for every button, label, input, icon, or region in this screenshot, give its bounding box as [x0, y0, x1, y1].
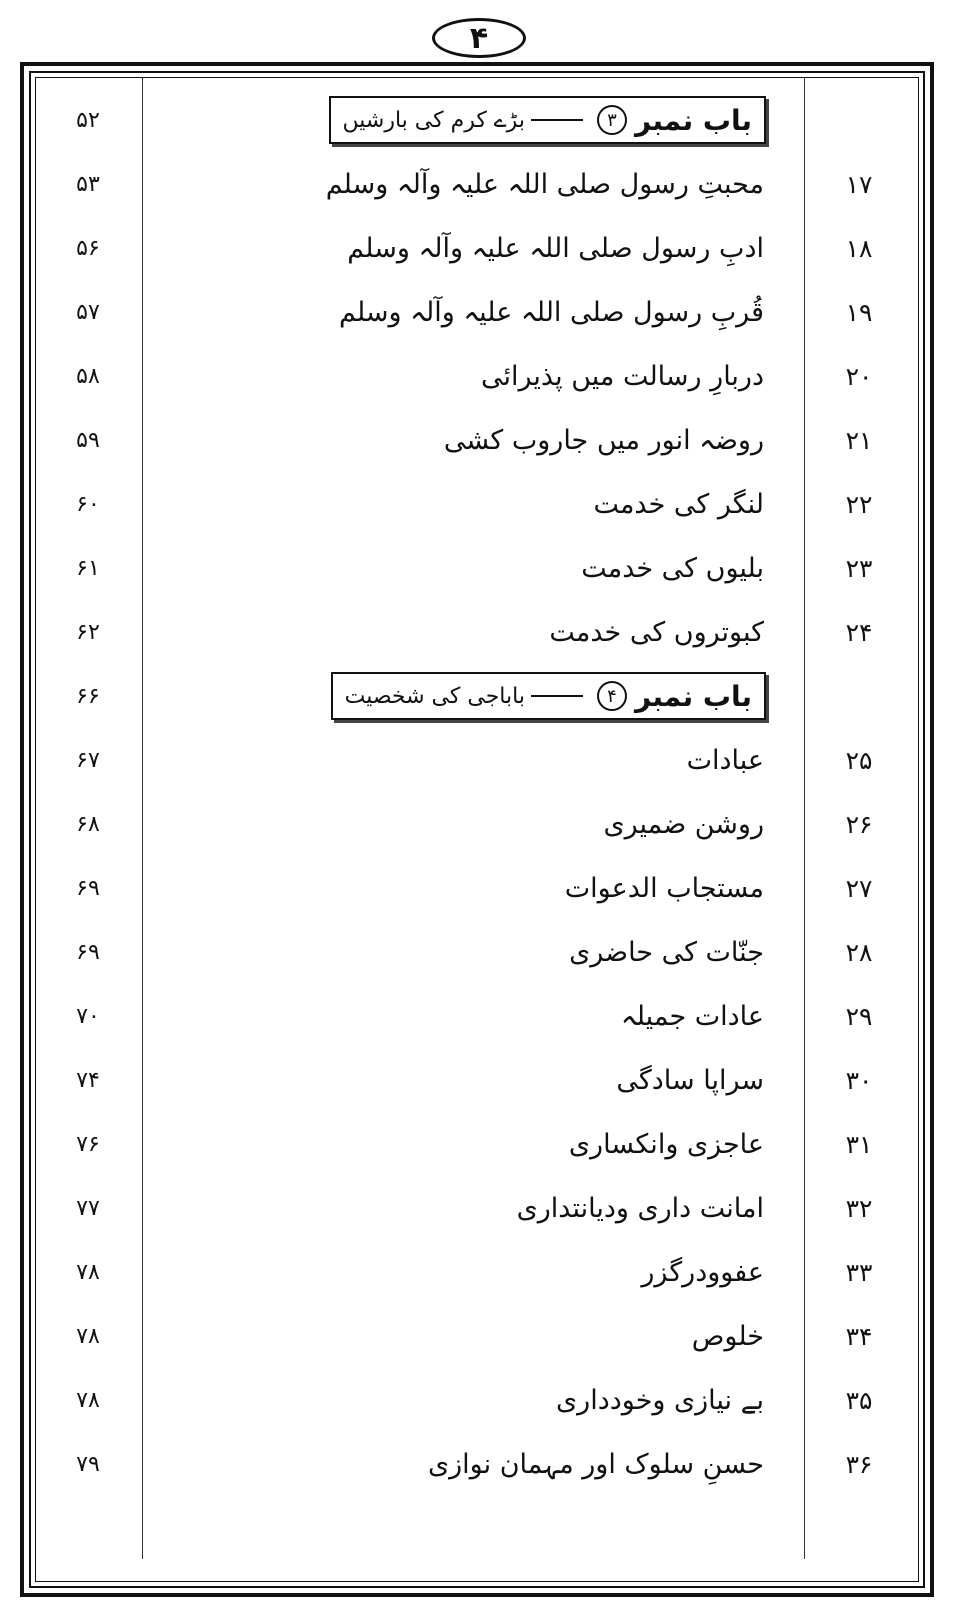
entry-number: ۳۵ — [845, 1385, 873, 1415]
entry-title: کبوتروں کی خدمت — [549, 616, 764, 648]
table-row — [0, 1050, 960, 1110]
entry-title: لنگر کی خدمت — [593, 488, 764, 520]
table-row — [0, 794, 960, 854]
chapter-subtitle: بڑے کرم کی بارشیں — [342, 107, 525, 133]
page-ref: ۷۸ — [76, 1387, 100, 1413]
page-ref: ۶۲ — [76, 619, 100, 645]
table-row — [0, 474, 960, 534]
page-ref: ۷۸ — [76, 1323, 100, 1349]
page-ref: ۷۰ — [76, 1003, 100, 1029]
page-ref: ۶۹ — [76, 939, 100, 965]
entry-number: ۱۹ — [845, 297, 873, 327]
page-ref: ۶۰ — [76, 491, 100, 517]
page-number: ۴ — [469, 20, 489, 56]
entry-number: ۲۱ — [845, 425, 873, 455]
entry-number: ۱۸ — [845, 233, 873, 263]
page-ref: ۷۷ — [76, 1195, 100, 1221]
entry-title: محبتِ رسول صلی اللہ علیہ وآلہ وسلم — [325, 168, 764, 200]
table-row — [0, 538, 960, 598]
entry-number: ۲۷ — [845, 873, 873, 903]
entry-title: امانت داری ودیانتداری — [516, 1192, 764, 1224]
chapter-dash — [531, 119, 583, 121]
table-row — [0, 1178, 960, 1238]
entry-title: قُربِ رسول صلی اللہ علیہ وآلہ وسلم — [339, 296, 764, 328]
chapter-label: باب نمبر — [634, 679, 752, 713]
entry-title: سراپا سادگی — [616, 1064, 764, 1096]
chapter-number: ۴ — [597, 681, 627, 711]
entry-number: ۲۸ — [845, 937, 873, 967]
entry-number: ۲۹ — [845, 1001, 873, 1031]
entry-title: جنّات کی حاضری — [569, 936, 764, 968]
page-ref: ۵۹ — [76, 427, 100, 453]
entry-title: روشن ضمیری — [603, 808, 764, 840]
entry-title: حسنِ سلوک اور مہمان نوازی — [428, 1448, 764, 1480]
table-row — [0, 922, 960, 982]
entry-number: ۳۲ — [845, 1193, 873, 1223]
page-ref: ۷۴ — [76, 1067, 100, 1093]
entry-title: عفوودرگزر — [641, 1256, 764, 1288]
table-row — [0, 154, 960, 214]
table-row — [0, 282, 960, 342]
entry-title: عاجزی وانکساری — [568, 1128, 764, 1160]
entry-number: ۲۰ — [845, 361, 873, 391]
table-row — [0, 730, 960, 790]
page-number-badge — [432, 18, 526, 58]
entry-number: ۲۲ — [845, 489, 873, 519]
entry-title: بلیوں کی خدمت — [581, 552, 764, 584]
chapter-row — [0, 90, 960, 150]
table-row — [0, 410, 960, 470]
entry-number: ۲۴ — [845, 617, 873, 647]
entry-title: روضہ انور میں جاروب کشی — [443, 424, 764, 456]
page-ref: ۶۷ — [76, 747, 100, 773]
entry-number: ۲۶ — [845, 809, 873, 839]
page-ref: ۶۹ — [76, 875, 100, 901]
entry-number: ۱۷ — [845, 169, 873, 199]
page-ref: ۷۹ — [76, 1451, 100, 1477]
page-ref: ۵۳ — [76, 171, 100, 197]
chapter-dash — [531, 695, 583, 697]
chapter-row — [0, 666, 960, 726]
chapter-heading — [329, 96, 767, 144]
table-row — [0, 858, 960, 918]
table-row — [0, 602, 960, 662]
page-ref: ۵۲ — [76, 107, 100, 133]
table-row — [0, 1306, 960, 1366]
chapter-number: ۳ — [597, 105, 627, 135]
entry-title: دربارِ رسالت میں پذیرائی — [481, 360, 764, 392]
entry-title: بے نیازی وخودداری — [556, 1384, 764, 1416]
page-ref: ۷۶ — [76, 1131, 100, 1157]
entry-title: ادبِ رسول صلی اللہ علیہ وآلہ وسلم — [347, 232, 764, 264]
entry-title: مستجاب الدعوات — [564, 872, 764, 904]
chapter-heading — [331, 672, 766, 720]
page-ref: ۵۶ — [76, 235, 100, 261]
page-ref: ۶۶ — [76, 683, 100, 709]
chapter-subtitle: باباجی کی شخصیت — [344, 683, 525, 709]
entry-title: عبادات — [686, 744, 764, 776]
entry-number: ۳۱ — [845, 1129, 873, 1159]
entry-number: ۲۵ — [845, 745, 873, 775]
table-row — [0, 346, 960, 406]
table-row — [0, 218, 960, 278]
page-ref: ۵۸ — [76, 363, 100, 389]
page-ref: ۶۱ — [76, 555, 100, 581]
entry-number: ۲۳ — [845, 553, 873, 583]
entry-number: ۳۶ — [845, 1449, 873, 1479]
entry-number: ۳۳ — [845, 1257, 873, 1287]
table-row — [0, 1114, 960, 1174]
entry-title: خلوص — [691, 1320, 764, 1352]
entry-number: ۳۰ — [845, 1065, 873, 1095]
chapter-label: باب نمبر — [634, 103, 752, 137]
entry-number: ۳۴ — [845, 1321, 873, 1351]
table-row — [0, 1242, 960, 1302]
table-row — [0, 1434, 960, 1494]
table-row — [0, 1370, 960, 1430]
table-row — [0, 986, 960, 1046]
page-ref: ۶۸ — [76, 811, 100, 837]
page-ref: ۵۷ — [76, 299, 100, 325]
page-ref: ۷۸ — [76, 1259, 100, 1285]
entry-title: عادات جمیلہ — [620, 1000, 764, 1032]
